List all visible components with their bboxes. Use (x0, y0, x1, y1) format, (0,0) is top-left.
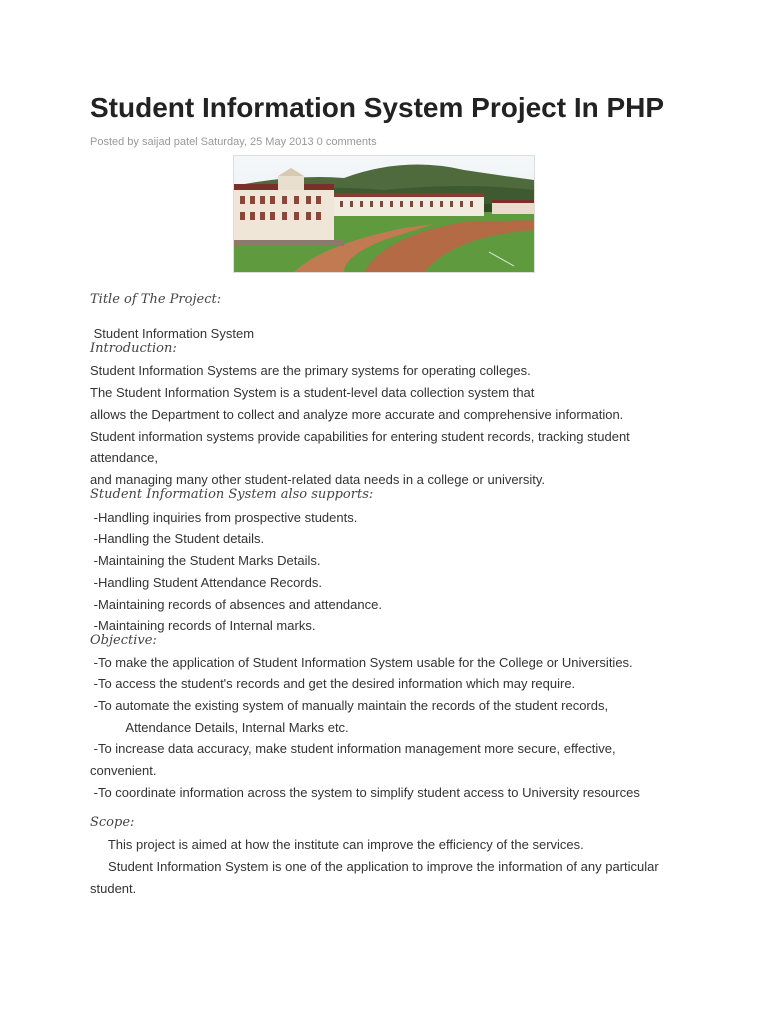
supports-item: -Handling inquiries from prospective students. (90, 510, 358, 525)
intro-line: Student information systems provide capabilities for entering student records, tracking student (90, 429, 630, 444)
intro-line: Student Information Systems are the primary systems for operating colleges. (90, 363, 531, 378)
intro-line: attendance, (90, 450, 158, 465)
supports-item: -Handling Student Attendance Records. (90, 575, 322, 590)
intro-line: and managing many other student-related data needs in a college or university. (90, 472, 546, 487)
supports-item: -Handling the Student details. (90, 531, 265, 546)
campus-photo (233, 155, 535, 273)
objective-line: -To access the student's records and get the desired information which may require. (90, 676, 576, 691)
objective-line: convenient. (90, 763, 157, 778)
supports-item: -Maintaining records of absences and attendance. (90, 597, 382, 612)
campus-photo-illustration (234, 156, 534, 272)
post-title[interactable]: Student Information System Project In PHP (90, 92, 665, 123)
supports-heading: Student Information System also supports: (90, 487, 374, 502)
objective-line: Attendance Details, Internal Marks etc. (90, 720, 349, 735)
introduction-heading: Introduction: (90, 341, 177, 356)
scope-heading: Scope: (90, 815, 135, 830)
objective-line: -To coordinate information across the system to simplify student access to University resources (90, 785, 640, 800)
objective-line: -To increase data accuracy, make student information management more secure, effective, (90, 741, 616, 756)
intro-line: The Student Information System is a student-level data collection system that (90, 385, 535, 400)
objective-line: -To make the application of Student Information System usable for the College or Universities. (90, 655, 633, 670)
scope-line: Student Information System is one of the application to improve the information of any particular (90, 859, 659, 874)
objective-line: -To automate the existing system of manually maintain the records of the student records, (90, 698, 609, 713)
objective-heading: Objective: (90, 633, 157, 648)
post-meta: Posted by saijad patel Saturday, 25 May 2013 0 comments (90, 136, 377, 148)
intro-line: allows the Department to collect and analyze more accurate and comprehensive information. (90, 407, 624, 422)
title-heading: Title of The Project: (90, 292, 222, 307)
supports-item: -Maintaining the Student Marks Details. (90, 553, 321, 568)
project-title-value: Student Information System (90, 326, 255, 341)
scope-line: This project is aimed at how the institute can improve the efficiency of the services. (90, 837, 584, 852)
supports-item: -Maintaining records of Internal marks. (90, 618, 316, 633)
scope-line: student. (90, 881, 137, 896)
